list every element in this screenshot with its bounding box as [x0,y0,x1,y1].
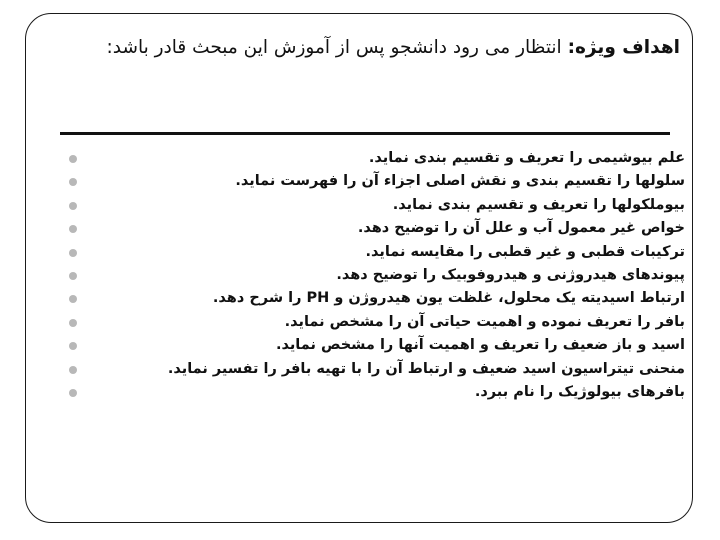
bullet-icon [69,178,77,186]
bullet-icon [69,342,77,350]
list-item [60,311,685,334]
list-item-text: منحنی تیتراسیون اسید ضعیف و ارتباط آن را با تهیه بافر را تفسیر نماید. [167,360,685,377]
list-item [60,287,685,310]
list-item-text: ارتباط اسیدیته یک محلول، غلظت یون هیدروژن و PH را شرح دهد. [212,290,685,307]
slide-title [70,34,680,62]
bullet-icon [69,249,77,257]
list-item [60,217,685,240]
list-item [60,241,685,264]
list-item [60,358,685,381]
bullet-icon [69,319,77,327]
bullet-icon [69,202,77,210]
bullet-icon [69,225,77,233]
list-item-text: سلولها را تقسیم بندی و نقش اصلی اجزاء آن را فهرست نماید. [235,173,685,190]
list-item [60,264,685,287]
bullet-icon [69,295,77,303]
list-item [60,194,685,217]
bullet-icon [69,366,77,374]
bullet-icon [69,272,77,280]
bullet-icon [69,389,77,397]
list-item-text: بیوملکولها را تعریف و تقسیم بندی نماید. [392,196,685,213]
list-item-text: خواص غیر معمول آب و علل آن را توضیح دهد. [357,220,685,237]
list-item [60,334,685,357]
title-text: انتظار می رود دانشجو پس از آموزش این مبحث قادر باشد: [106,37,562,58]
list-item-text: اسید و باز ضعیف را تعریف و اهمیت آنها را مشخص نماید. [275,337,685,354]
list-item [60,381,685,404]
list-item-text: بافرهای بیولوژیک را نام ببرد. [474,383,685,400]
list-item-text: ترکیبات قطبی و غیر قطبی را مقایسه نماید. [365,243,685,260]
list-item [60,170,685,193]
list-item-text: بافر را تعریف نموده و اهمیت حیاتی آن را مشخص نماید. [284,313,685,330]
title-key: اهداف ویژه: [567,37,680,58]
divider-line [60,132,670,135]
list-item-text: پیوندهای هیدروژنی و هیدروفوبیک را توضیح دهد. [336,266,685,283]
list-item-text: علم بیوشیمی را تعریف و تقسیم بندی نماید. [368,150,685,166]
bullet-icon [69,155,77,163]
objectives-list [60,147,685,404]
list-item [60,147,685,170]
